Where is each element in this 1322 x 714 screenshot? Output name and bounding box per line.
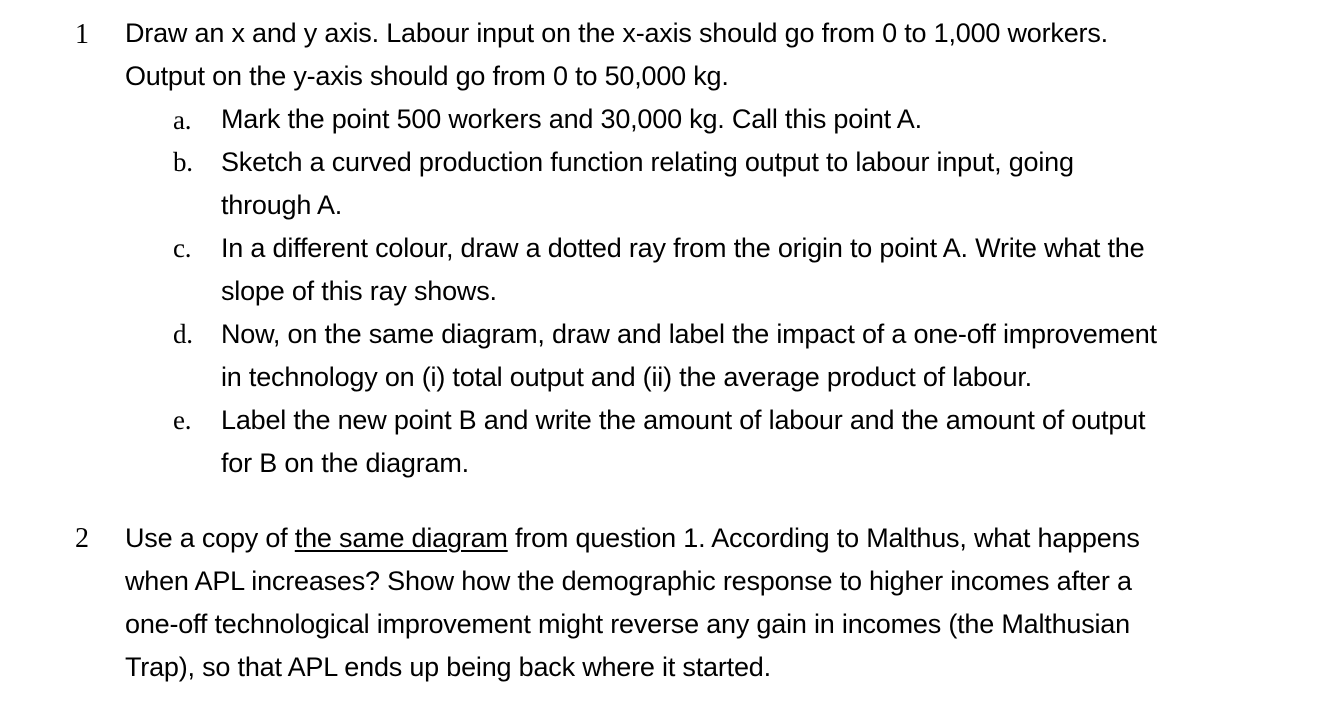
underlined-phrase: the same diagram [294,523,508,553]
sub-question-text-line: in technology on (i) total output and (ii) the average product of labour. [221,362,1032,392]
sub-question-text-line: for B on the diagram. [221,448,469,478]
sub-question-text-line: Mark the point 500 workers and 30,000 kg. Call this point A. [221,104,922,134]
sub-question-text-line: Now, on the same diagram, draw and label the impact of a one-off improvement [221,319,1157,349]
question-text-segment: from question 1. According to Malthus, what happens [507,523,1140,553]
sub-question-letter: e. [173,405,192,435]
sub-question-letter: b. [173,147,193,177]
question-text-line: Draw an x and y axis. Labour input on the x-axis should go from 0 to 1,000 workers. [125,18,1108,48]
sub-question-text-line: Sketch a curved production function relating output to labour input, going [221,147,1074,177]
sub-question-letter: c. [173,233,192,263]
sub-question-text-line: In a different colour, draw a dotted ray from the origin to point A. Write what the [221,233,1145,263]
sub-question-letter: d. [173,319,193,349]
sub-question-letter: a. [173,105,192,135]
question-number: 1 [75,19,89,50]
sub-question-text-line: Label the new point B and write the amount of labour and the amount of output [221,405,1146,435]
question-number: 2 [75,523,89,554]
question-text-segment: Use a copy of [125,523,295,553]
question-text-line: Output on the y-axis should go from 0 to 50,000 kg. [125,61,729,91]
question-text-line: one-off technological improvement might reverse any gain in incomes (the Malthusian [125,609,1130,639]
question-text-line: Trap), so that APL ends up being back where it started. [125,652,771,682]
question-text-line [125,525,1140,552]
sub-question-text-line: through A. [221,190,343,220]
sub-question-text-line: slope of this ray shows. [221,276,497,306]
question-text-line: when APL increases? Show how the demographic response to higher incomes after a [125,566,1132,596]
